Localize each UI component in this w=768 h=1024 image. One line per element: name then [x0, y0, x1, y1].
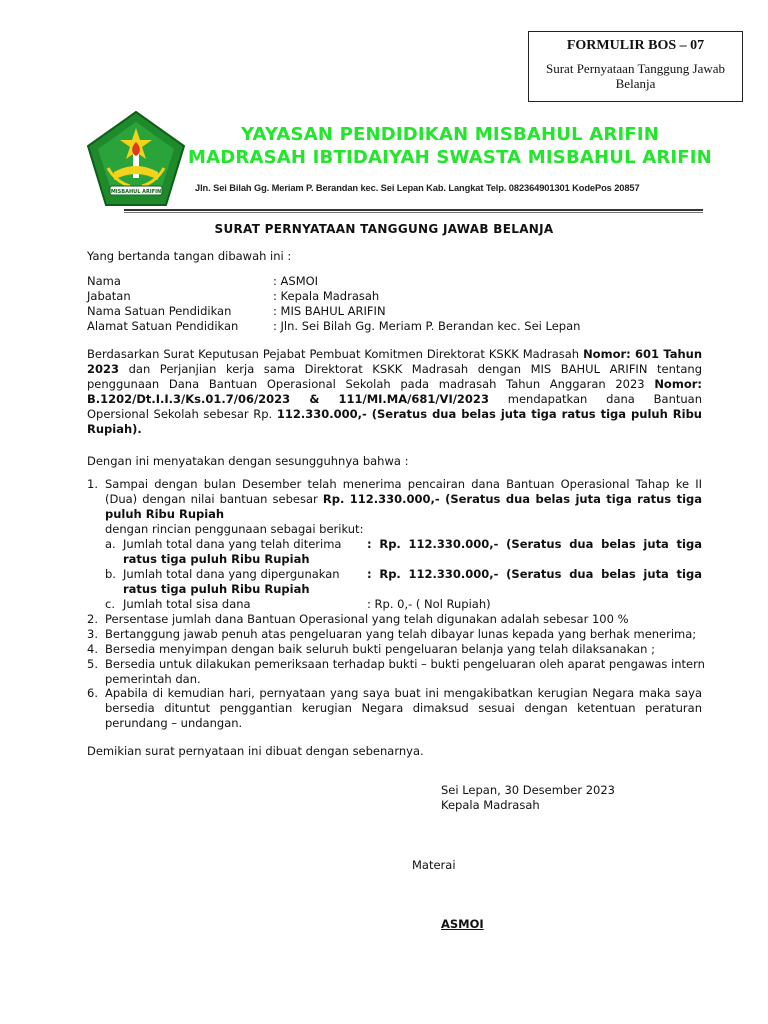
item-number: 3. [87, 627, 98, 641]
stamp-label: Materai [412, 858, 456, 872]
identity-label: Alamat Satuan Pendidikan [87, 319, 239, 333]
sub-item-label: a. [105, 537, 116, 551]
document-title: SURAT PERNYATAAN TANGGUNG JAWAB BELANJA [214, 222, 554, 236]
intro-text: Yang bertanda tangan dibawah ini : [87, 249, 292, 263]
identity-value: : Kepala Madrasah [273, 289, 380, 303]
sub-item-label: b. [105, 567, 116, 581]
item-number: 5. [87, 657, 98, 671]
sub-item-text: Jumlah total dana yang telah diterima [123, 537, 342, 551]
form-code: FORMULIR BOS – 07 [566, 38, 705, 53]
sub-item-value: : Rp. 112.330.000,- (Seratus dua belas juta tiga [367, 537, 702, 551]
item-5-text: Bersedia untuk dilakukan pemeriksaan terhadap bukti – bukti pengeluaran oleh aparat pengawas intern pemerintah dan. [105, 657, 705, 686]
identity-value: : Jln. Sei Bilah Gg. Meriam P. Berandan kec. Sei Lepan [273, 319, 581, 333]
statement-intro: Dengan ini menyatakan dengan sesungguhnya bahwa : [87, 454, 409, 468]
signer-name: ASMOI [441, 917, 484, 931]
identity-value: : ASMOI [273, 274, 319, 288]
item-number: 2. [87, 612, 98, 626]
identity-value: : MIS BAHUL ARIFIN [273, 304, 386, 318]
item-4-text: Bersedia menyimpan dengan baik seluruh bukti pengeluaran belanja yang telah dilaksanakan ; [105, 642, 656, 656]
identity-label: Nama Satuan Pendidikan [87, 304, 232, 318]
signer-position: Kepala Madrasah [441, 798, 540, 812]
sub-item-text: Jumlah total sisa dana [123, 597, 251, 611]
header-divider [124, 209, 703, 211]
header-address: Jln. Sei Bilah Gg. Meriam P. Berandan kec. Sei Lepan Kab. Langkat Telp. 082364901301 KodePos 20857 [195, 183, 640, 193]
header-divider-thin [124, 212, 703, 213]
item-number: 6. [87, 686, 98, 700]
closing-text: Demikian surat pernyataan ini dibuat dengan sebenarnya. [87, 744, 424, 758]
item-1-text: Sampai dengan bulan Desember telah menerima pencairan dana Bantuan Operasional Tahap ke II (Dua) dengan nilai bantuan sebesar Rp. 112.330.000,- (Seratus dua belas juta tiga ratus tiga puluh Ribu Rupiah dengan rincian penggunaan sebagai berikut: [105, 477, 703, 536]
item-3-text: Bertanggung jawab penuh atas pengeluaran yang telah dibayar lunas kepada yang berhak menerima; [105, 627, 697, 641]
sub-item-label: c. [105, 597, 115, 611]
form-subtitle: Surat Pernyataan Tanggung Jawab Belanja [546, 61, 725, 91]
sub-item-value: : Rp. 0,- ( Nol Rupiah) [367, 597, 491, 611]
decree-paragraph: Berdasarkan Surat Keputusan Pejabat Pembuat Komitmen Direktorat KSKK Madrasah Nomor: 601 Tahun 2023 dan Perjanjian kerja sama Direktorat KSKK Madrasah dengan MIS BAHUL ARIFIN tentang penggunaan Dana Bantuan Operasional Sekolah pada madrasah Tahun Anggaran 2023 Nomor: B.1202/Dt.I.I.3/Ks.01.7/06/2023 & 111/MI.MA/681/VI/2023 mendapatkan dana Bantuan Opersional Sekolah sebesar Rp. 112.330.000,- (Seratus dua belas juta tiga ratus tiga puluh Ribu Rupiah). [87, 347, 703, 436]
sub-item-value-cont: ratus tiga puluh Ribu Rupiah [123, 552, 310, 566]
header-school-name: MADRASAH IBTIDAIYAH SWASTA MISBAHUL ARIFIN [188, 147, 712, 168]
sub-item-value: : Rp. 112.330.000,- (Seratus dua belas juta tiga [367, 567, 702, 581]
header-foundation-name: YAYASAN PENDIDIKAN MISBAHUL ARIFIN [240, 124, 659, 145]
place-date: Sei Lepan, 30 Desember 2023 [441, 783, 615, 797]
item-number: 1. [87, 477, 98, 491]
item-number: 4. [87, 642, 98, 656]
form-code-box [528, 31, 743, 102]
identity-label: Jabatan [87, 289, 131, 303]
item-2-text: Persentase jumlah dana Bantuan Operasional yang telah digunakan adalah sebesar 100 % [105, 612, 629, 626]
sub-item-text: Jumlah total dana yang dipergunakan [123, 567, 340, 581]
item-6-text: Apabila di kemudian hari, pernyataan yang saya buat ini mengakibatkan kerugian Negara maka saya bersedia dituntut penggantian kerugian Negara dimaksud sesuai dengan ketentuan peraturan perundang – undangan. [105, 686, 702, 730]
sub-item-value-cont: ratus tiga puluh Ribu Rupiah [123, 582, 310, 596]
identity-label: Nama [87, 274, 121, 288]
logo-text: MISBAHUL ARIFIN [110, 189, 162, 195]
